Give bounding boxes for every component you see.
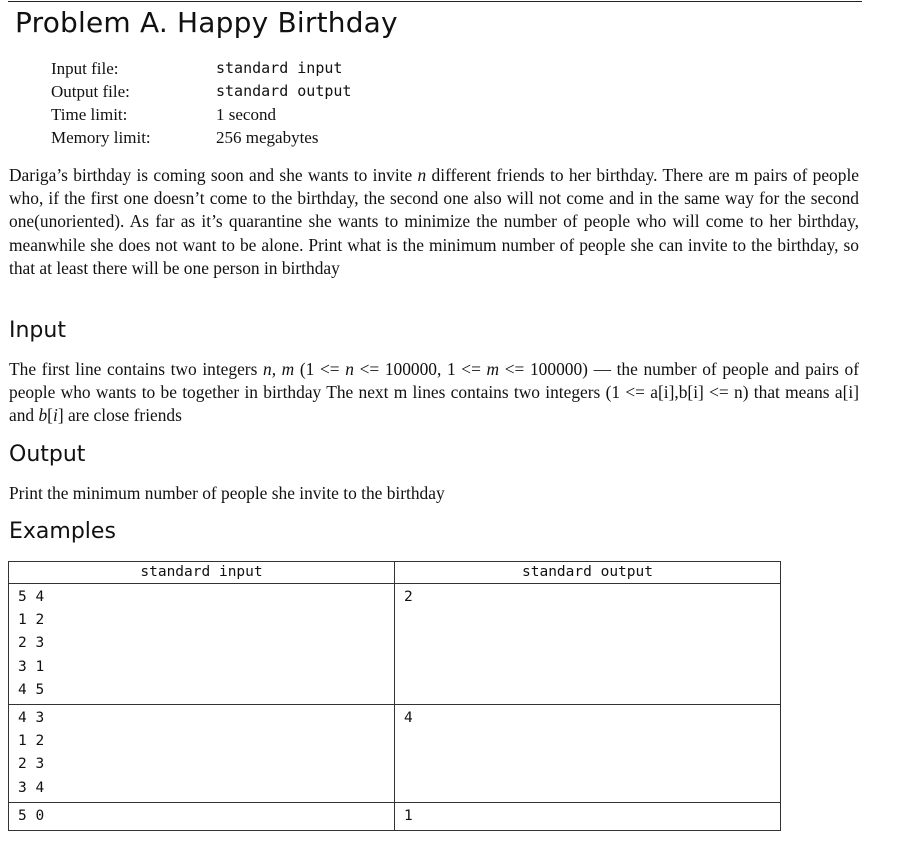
example-input-cell [9, 584, 395, 705]
math-variable: i [52, 405, 58, 426]
example-output-cell [395, 704, 781, 802]
example-row [9, 704, 781, 802]
output-description: Print the minimum number of people she invite to the birthday [9, 483, 445, 503]
example-output-cell [395, 802, 781, 830]
top-rule [8, 1, 862, 2]
example-output-line: 4 [404, 709, 413, 726]
example-input-line: 4 5 [18, 681, 45, 698]
limit-label: Time limit: [51, 105, 128, 124]
example-row [9, 802, 781, 830]
example-input-line: 1 2 [18, 612, 45, 629]
text-run: [ [47, 405, 53, 426]
example-output-cell [395, 584, 781, 705]
limit-row [51, 126, 351, 149]
output-heading: Output [9, 442, 86, 467]
limit-value: 1 second [216, 105, 276, 124]
text-run: <= 100000, 1 <= [353, 359, 487, 379]
math-variable: n, m [263, 359, 295, 379]
text-run: different friends to her birthday. There are m pairs of people who, if the first one doesn’t come to the birthday, the second one also will not come and in the same way for the second one(unoriented). As far as it’s quarantine she wants to minimize the number of people who will come to her birthday, meanwhile she does not want to be alone. Print what is the minimum number of people she can invite to the birthday, so that at least there will be one person in birthday [9, 165, 859, 278]
example-input-line: 4 3 [18, 709, 45, 726]
limit-value: 256 megabytes [216, 128, 319, 147]
example-input-cell [9, 802, 395, 830]
example-input-line: 3 1 [18, 658, 45, 675]
example-input-line: 2 3 [18, 635, 45, 652]
example-input-line: 2 3 [18, 756, 45, 773]
example-input-cell [9, 704, 395, 802]
limit-row [51, 80, 351, 103]
examples-header-output: standard output [395, 562, 781, 584]
examples-table [8, 561, 781, 831]
math-variable: b [38, 405, 48, 426]
example-input-line: 3 4 [18, 779, 45, 796]
text-run: The first line contains two integers [9, 359, 263, 379]
example-output-line: 1 [404, 807, 413, 824]
examples-heading: Examples [9, 519, 116, 544]
limit-row [51, 103, 351, 126]
limit-label: Output file: [51, 82, 130, 101]
example-input-line: 5 0 [18, 807, 45, 824]
math-variable: n [417, 165, 427, 185]
input-heading: Input [9, 318, 66, 343]
problem-title: Problem A. Happy Birthday [15, 6, 398, 39]
input-description [9, 358, 859, 428]
examples-header-row [9, 562, 781, 584]
example-row [9, 584, 781, 705]
limit-value: standard input [216, 59, 343, 77]
limit-value: standard output [216, 82, 352, 100]
problem-statement [9, 164, 859, 280]
text-run: <= 100000) — the number of people and pairs of people who wants to be together in birthday The next m lines contains two integers (1 <= a[i],b[i] <= n) that means a[i] and [9, 359, 859, 426]
text-run: Dariga’s birthday is coming soon and she wants to invite [9, 165, 418, 185]
limit-label: Memory limit: [51, 128, 151, 147]
text-run: (1 <= [294, 359, 346, 379]
text-run: ] are close friends [57, 405, 182, 426]
limits-table [51, 57, 351, 149]
math-variable: n [345, 359, 354, 379]
example-input-line: 5 4 [18, 589, 45, 605]
math-variable: m [486, 359, 500, 379]
example-input-line: 1 2 [18, 733, 45, 750]
limit-row [51, 57, 351, 80]
examples-header-input: standard input [9, 562, 395, 584]
limit-label: Input file: [51, 59, 119, 78]
example-output-line: 2 [404, 589, 413, 605]
